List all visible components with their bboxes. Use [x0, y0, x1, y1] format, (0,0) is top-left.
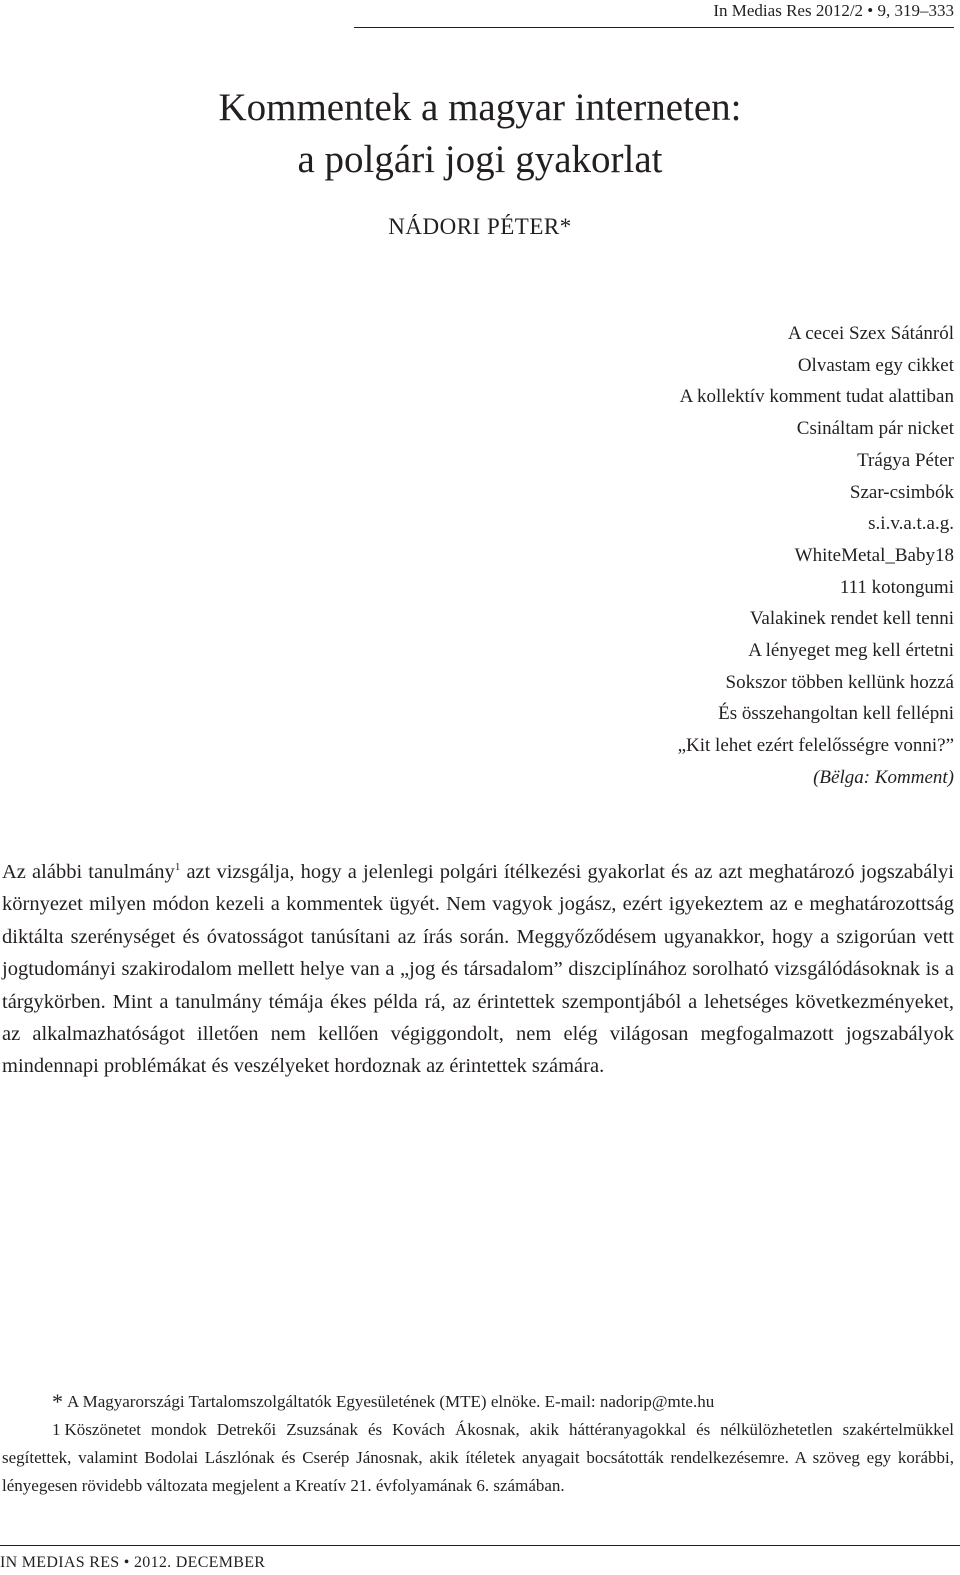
article-title [0, 82, 960, 186]
poem-attribution: (Bëlga: Komment) [813, 766, 954, 788]
poem-line: WhiteMetal_Baby18 [794, 544, 954, 566]
poem-line: És összehangoltan kell fellépni [718, 703, 954, 725]
poem-line: „Kit lehet ezért felelősségre vonni?” [677, 735, 954, 757]
title-line-2: a polgári jogi gyakorlat [297, 138, 663, 181]
poem-line: Szar-csimbók [849, 481, 954, 503]
poem-line: s.i.v.a.t.a.g. [868, 513, 954, 535]
author-name: NÁDORI PÉTER* [388, 214, 572, 239]
poem-line: Olvastam egy cikket [797, 354, 954, 376]
body-text-rest: azt vizsgálja, hogy a jelenlegi polgári ítélkezési gyakorlat és az azt meghatározó jogszabályi környezet milyen módon kezeli a kommentek ügyét. Nem vagyok jogász, ezért igyekeztem az e meghatározottság diktálta szerénységet és óvatosságot tanúsítani az írás során. Meggyőződésem ugyanakkor, hogy a szigorúan vett jogtudományi szakirodalom mellett helye van a „jog és társadalom” diszciplínához sorolható vizsgálódásoknak is a tárgykörben. Mint a tanulmány témája ékes példa rá, az érintettek szempontjából a lehetséges következményeket, az alkalmazhatóságot illetően nem kellően végiggondolt, nem elég világosan megfogalmazott jogszabályok mindennapi problémákat és veszélyeket hordoznak az érintettek számára. [2, 861, 954, 1078]
poem-line: A cecei Szex Sátánról [787, 323, 954, 344]
footnote-1 [2, 1416, 954, 1500]
title-line-1: Kommentek a magyar interneten: [218, 86, 742, 129]
body-text-start: Az alábbi tanulmány [2, 861, 175, 883]
footnote-text: A Magyarországi Tartalomszolgáltatók Egyesületének (MTE) elnöke. E-mail: nadorip@mte.hu [67, 1392, 715, 1411]
epigraph-poem [678, 318, 954, 794]
footnotes [2, 1388, 954, 1500]
footnote-text: Köszönetet mondok Detrekői Zsuzsának és Kovách Ákosnak, akik háttéranyagokkal és nélkülözhetetlen szakértelmükkel segítettek, valamint Bodolai Lászlónak és Cserép Jánosnak, akik ítéletek anyagait bocsátották rendelkezésemre. A szöveg egy korábbi, lényegesen rövidebb változata megjelent a Kreatív 21. évfolyamának 6. számában. [2, 1420, 954, 1495]
footnote-mark: 1 [52, 1420, 61, 1439]
footnote-mark: * [52, 1389, 63, 1414]
poem-line: 111 kotongumi [839, 576, 954, 598]
poem-line: Csináltam pár nicket [796, 418, 954, 440]
poem-line: A lényeget meg kell értetni [748, 640, 954, 662]
poem-line: Trágya Péter [857, 449, 954, 471]
footnote-reference: 1 [174, 861, 181, 873]
running-head: In Medias Res 2012/2 • 9, 319–333 [354, 0, 954, 28]
page-footer: IN MEDIAS RES • 2012. DECEMBER [0, 1545, 960, 1572]
footnote-author [2, 1388, 954, 1416]
poem-line: Valakinek rendet kell tenni [749, 608, 954, 630]
poem-line: A kollektív komment tudat alattiban [679, 386, 954, 408]
poem-line: Sokszor többen kellünk hozzá [725, 671, 954, 693]
body-paragraph [2, 856, 954, 1083]
